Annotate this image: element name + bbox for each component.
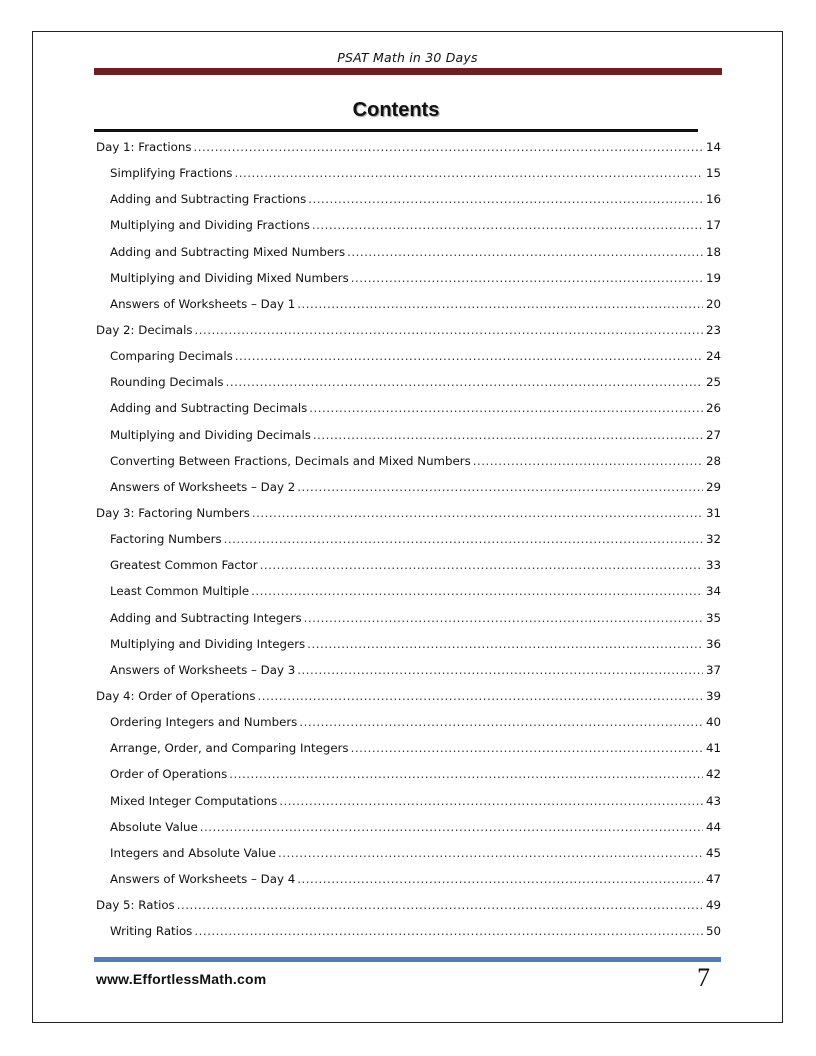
toc-section-entry[interactable] (96, 454, 721, 480)
toc-entry-page: 23 (705, 322, 721, 337)
toc-section-entry[interactable] (96, 245, 721, 271)
toc-dot-leader (347, 245, 703, 259)
toc-dot-leader (200, 820, 703, 834)
table-of-contents (96, 140, 721, 950)
toc-dot-leader (309, 401, 703, 415)
toc-dot-leader (313, 428, 703, 442)
toc-entry-label: Adding and Subtracting Fractions (110, 192, 307, 207)
toc-chapter-entry[interactable] (96, 689, 721, 715)
toc-dot-leader (297, 663, 703, 677)
toc-section-entry[interactable] (96, 715, 721, 741)
toc-section-entry[interactable] (96, 846, 721, 872)
toc-entry-label: Ordering Integers and Numbers (110, 715, 298, 730)
toc-section-entry[interactable] (96, 218, 721, 244)
page-number: 7 (697, 963, 710, 992)
toc-entry-label: Answers of Worksheets – Day 1 (110, 296, 296, 311)
toc-chapter-entry[interactable] (96, 140, 721, 166)
toc-dot-leader (252, 506, 703, 520)
toc-entry-page: 36 (705, 636, 721, 651)
toc-dot-leader (304, 611, 703, 625)
toc-entry-label: Answers of Worksheets – Day 4 (110, 871, 296, 886)
toc-entry-label: Least Common Multiple (110, 584, 250, 599)
toc-section-entry[interactable] (96, 428, 721, 454)
toc-entry-label: Writing Ratios (110, 924, 193, 939)
contents-rule (94, 129, 698, 132)
toc-entry-label: Converting Between Fractions, Decimals and Mixed Numbers (110, 453, 471, 468)
header-rule (94, 68, 722, 75)
toc-entry-page: 37 (705, 662, 721, 677)
contents-heading: Contents (352, 99, 440, 121)
toc-entry-page: 14 (705, 140, 721, 154)
toc-dot-leader (312, 218, 703, 232)
toc-entry-label: Simplifying Fractions (110, 166, 233, 181)
toc-chapter-entry[interactable] (96, 506, 721, 532)
toc-entry-label: Order of Operations (110, 767, 228, 782)
toc-entry-label: Greatest Common Factor (110, 558, 258, 573)
toc-dot-leader (279, 794, 703, 808)
toc-entry-page: 47 (705, 871, 721, 886)
toc-entry-page: 19 (705, 270, 721, 285)
toc-entry-label: Day 3: Factoring Numbers (96, 505, 250, 520)
toc-entry-label: Rounding Decimals (110, 375, 224, 390)
toc-section-entry[interactable] (96, 820, 721, 846)
toc-entry-label: Adding and Subtracting Mixed Numbers (110, 244, 346, 259)
toc-entry-label: Arrange, Order, and Comparing Integers (110, 741, 349, 756)
toc-entry-page: 45 (705, 845, 721, 860)
toc-section-entry[interactable] (96, 584, 721, 610)
toc-dot-leader (224, 532, 703, 546)
toc-entry-page: 24 (705, 349, 721, 364)
toc-dot-leader (307, 637, 703, 651)
toc-chapter-entry[interactable] (96, 323, 721, 349)
footer-rule (94, 957, 721, 962)
running-header-title: PSAT Math in 30 Days (337, 50, 478, 65)
toc-entry-label: Answers of Worksheets – Day 3 (110, 662, 296, 677)
toc-entry-label: Multiplying and Dividing Fractions (110, 218, 310, 233)
toc-entry-label: Day 4: Order of Operations (96, 688, 256, 703)
toc-entry-label: Day 1: Fractions (96, 140, 192, 154)
toc-dot-leader (234, 166, 703, 180)
toc-section-entry[interactable] (96, 558, 721, 584)
toc-entry-label: Integers and Absolute Value (110, 845, 276, 860)
toc-entry-label: Multiplying and Dividing Decimals (110, 427, 311, 442)
toc-entry-page: 17 (705, 218, 721, 233)
toc-section-entry[interactable] (96, 637, 721, 663)
toc-entry-page: 39 (705, 688, 721, 703)
toc-entry-label: Day 2: Decimals (96, 322, 193, 337)
toc-dot-leader (297, 297, 703, 311)
toc-section-entry[interactable] (96, 924, 721, 950)
toc-entry-page: 42 (705, 767, 721, 782)
toc-dot-leader (177, 898, 703, 912)
toc-entry-label: Mixed Integer Computations (110, 793, 278, 808)
toc-entry-page: 25 (705, 375, 721, 390)
toc-entry-page: 34 (705, 584, 721, 599)
toc-entry-page: 43 (705, 793, 721, 808)
toc-section-entry[interactable] (96, 401, 721, 427)
toc-section-entry[interactable] (96, 349, 721, 375)
toc-entry-page: 20 (705, 296, 721, 311)
toc-dot-leader (226, 375, 703, 389)
toc-section-entry[interactable] (96, 872, 721, 898)
toc-dot-leader (297, 872, 703, 886)
toc-entry-page: 28 (705, 453, 721, 468)
toc-dot-leader (260, 558, 703, 572)
toc-chapter-entry[interactable] (96, 898, 721, 924)
toc-entry-page: 16 (705, 192, 721, 207)
toc-section-entry[interactable] (96, 663, 721, 689)
toc-dot-leader (194, 924, 703, 938)
toc-dot-leader (351, 741, 703, 755)
toc-entry-page: 27 (705, 427, 721, 442)
toc-entry-page: 32 (705, 532, 721, 547)
toc-entry-label: Adding and Subtracting Decimals (110, 401, 308, 416)
toc-section-entry[interactable] (96, 271, 721, 297)
toc-entry-label: Day 5: Ratios (96, 898, 175, 913)
toc-dot-leader (297, 480, 703, 494)
toc-dot-leader (251, 584, 703, 598)
toc-entry-page: 26 (705, 401, 721, 416)
toc-dot-leader (235, 349, 703, 363)
toc-dot-leader (258, 689, 703, 703)
toc-entry-label: Comparing Decimals (110, 349, 233, 364)
toc-entry-label: Adding and Subtracting Integers (110, 610, 302, 625)
toc-entry-page: 35 (705, 610, 721, 625)
toc-entry-page: 15 (705, 166, 721, 181)
toc-dot-leader (473, 454, 703, 468)
toc-entry-page: 50 (705, 924, 721, 939)
toc-section-entry[interactable] (96, 192, 721, 218)
toc-dot-leader (299, 715, 703, 729)
toc-dot-leader (229, 767, 703, 781)
toc-section-entry[interactable] (96, 532, 721, 558)
toc-entry-page: 29 (705, 479, 721, 494)
toc-entry-label: Absolute Value (110, 819, 198, 834)
footer-website: www.EffortlessMath.com (96, 971, 267, 987)
toc-entry-page: 40 (705, 715, 721, 730)
toc-entry-page: 41 (705, 741, 721, 756)
toc-entry-label: Multiplying and Dividing Integers (110, 636, 306, 651)
toc-entry-page: 33 (705, 558, 721, 573)
toc-section-entry[interactable] (96, 741, 721, 767)
toc-dot-leader (195, 323, 703, 337)
toc-entry-label: Answers of Worksheets – Day 2 (110, 479, 296, 494)
toc-section-entry[interactable] (96, 767, 721, 793)
toc-section-entry[interactable] (96, 480, 721, 506)
toc-dot-leader (278, 846, 703, 860)
toc-section-entry[interactable] (96, 375, 721, 401)
toc-entry-label: Factoring Numbers (110, 532, 222, 547)
toc-entry-page: 44 (705, 819, 721, 834)
toc-section-entry[interactable] (96, 166, 721, 192)
toc-entry-page: 31 (705, 505, 721, 520)
toc-entry-page: 18 (705, 244, 721, 259)
toc-section-entry[interactable] (96, 297, 721, 323)
toc-section-entry[interactable] (96, 794, 721, 820)
toc-section-entry[interactable] (96, 611, 721, 637)
toc-dot-leader (308, 192, 703, 206)
toc-dot-leader (351, 271, 703, 285)
toc-entry-label: Multiplying and Dividing Mixed Numbers (110, 270, 349, 285)
toc-dot-leader (194, 140, 703, 154)
toc-entry-page: 49 (705, 898, 721, 913)
